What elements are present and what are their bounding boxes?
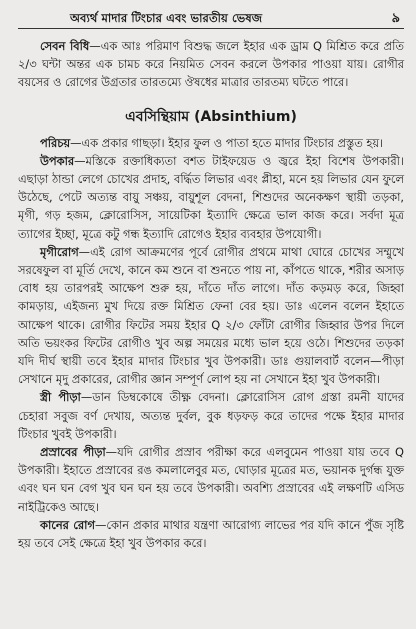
term-female-disorders: স্ত্রী পীড়া bbox=[40, 390, 81, 405]
paragraph-benefits bbox=[18, 152, 404, 243]
paragraph-ear-disorders bbox=[18, 516, 404, 552]
running-head: অব্যর্থ মাদার টিংচার এবং ভারতীয় ভেষজ bbox=[70, 11, 263, 25]
term-ear-disorders: কানের রোগ bbox=[40, 517, 95, 532]
text-introduction: —এক প্রকার গাছড়া। ইহার ফুল ও পাতা হতে মাদার টিংচার প্রস্তুত হয়। bbox=[70, 135, 384, 150]
page-number: ৯ bbox=[391, 11, 400, 26]
term-epilepsy: মৃগীরোগ bbox=[40, 244, 79, 259]
text-benefits: —মস্তিকে রক্তাধিক্যতা বশত টাইফয়েড ও জ্বরে ইহা বিশেষ উপকারী। এছাড়া ঠান্ডা লেগে চোখের প্রদাহ, বর্দ্ধিত লিভার এবং প্লীহা, মনে হয় লিভার যেন ফুলে উঠেছে, পেটে অত্যন্ত বায়ু সঞ্চয়, বায়ুশূল বেদনা, শিশুদের অনেকক্ষণ স্থায়ী তড়কা, মৃগী, গড় হজম, ক্লোরোসিস, সায়েটিকা ইত্যাদি ক্ষেত্রে ভাল কাজ করে। সর্বদা মূত্র ত্যাগের ইচ্ছা, মূত্রে কটু গন্ধ ইত্যাদি রোগেও ইহার ব্যবহার উপযোগী। bbox=[18, 153, 404, 241]
dosage-term: সেবন বিধি bbox=[40, 39, 90, 53]
paragraph-female-disorders bbox=[18, 388, 404, 443]
paragraph-urinary-disorders bbox=[18, 443, 404, 516]
term-benefits: উপকার bbox=[40, 153, 75, 168]
term-introduction: পরিচয় bbox=[40, 135, 71, 150]
section-title: এবসিন্থিয়াম (Absinthium) bbox=[125, 108, 297, 125]
paragraph-introduction bbox=[18, 134, 404, 152]
dosage-paragraph bbox=[18, 37, 404, 92]
dosage-text: —এক আঃ পরিমাণ বিশুদ্ধ জলে ইহার এক ড্রাম Q মিশ্রিত করে প্রতি ২/৩ ঘন্টা অন্তর এক চামচ করে নিয়মিত সেবন করলে উপকার পাওয়া যায়। রোগীর বয়সের ও রোগের উগ্রতার তারতম্যে ঔষধের মাত্রার তারতম্য ঘটতে পারে। bbox=[18, 39, 404, 90]
term-urinary-disorders: প্রস্রাবের পীড়া bbox=[40, 445, 106, 460]
page-header bbox=[18, 6, 404, 29]
page-body bbox=[18, 37, 404, 552]
paragraph-epilepsy bbox=[18, 243, 404, 389]
text-female-disorders: —ডান ডিম্বকোষে তীক্ষ্ণ বেদনা। ক্লোরোসিস রোগ গ্রস্তা রমনী যাদের চেহারা সবুজ বর্ণ দেখায়, অত্যন্ত দুর্বল, বুক ধড়ফড় করে তাদের পক্ষে ইহার মাদার টিংচার খুবই উপকারী। bbox=[18, 390, 404, 441]
text-ear-disorders: —কোন প্রকার মাথার যন্ত্রণা আরোগ্য লাভের পর যদি কানে পুঁজ সৃষ্টি হয় তবে সেই ক্ষেত্রে ইহা খুব উপকার করে। bbox=[18, 517, 404, 551]
text-urinary-disorders: —যদি রোগীর প্রস্রাব পরীক্ষা করে এলবুমেন পাওয়া যায় তবে Q উপকারী। ইহাতে প্রস্রাবের রঙ কমলালেবুর মত, ঘোড়ার মূত্রের মত, ভয়ানক দুর্গন্ধ যুক্ত এবং ঘন ঘন বেগ খুব ঘন ঘন হয় তবে উপকারী। অবশ্যি প্রস্রাবের এই লক্ষণটি এসিড নাইট্রিকেও আছে। bbox=[18, 445, 405, 514]
text-epilepsy: —এই রোগ আক্রমণের পূর্বে রোগীর প্রথমে মাথা ঘোরে চোখের সম্মুখে সরষেফুল বা মূর্তি দেখে, কানে কম শুনে বা শুনতে পায় না, কাঁপতে থাকে, শরীর অসাড় বোধ হয় তারপরই আক্ষেপ শুরু হয়, দাঁতে দাঁত লাগে। দাঁত কড়মড় করে, জিহ্বা কামড়ায়, এইজন্য মুখ দিয়ে রক্ত মিশ্রিত ফেনা বের হয়। ডাঃ এলেন বলেন ইহাতে আক্ষেপ থাকে। রোগীর ফিটের সময় ইহার Q ২/৩ ফোঁটা রোগীর জিহ্বার উপর দিলে অতি ভয়ংকর ফিটের রোগীও খুব অল্প সময়ের মধ্যে ভাল হয়ে ওঠে। শিশুদের তড়কা যদি দীর্ঘ স্থায়ী তবে ইহার মাদার টিংচার খুব উপকারী। ডাঃ গুয়ালবার্ট বলেন—পীড়া সেখানে মৃদু প্রকারের, রোগীর জ্ঞান সম্পূর্ণ লোপ হয় না সেখানে ইহা খুব উপকারী। bbox=[18, 244, 404, 387]
